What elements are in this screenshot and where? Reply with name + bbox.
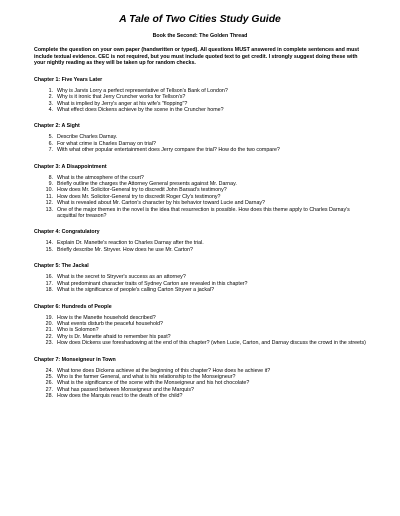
question-list [34, 134, 366, 153]
chapter-heading: Chapter 1: Five Years Later [34, 76, 103, 83]
question-number: 25. [45, 373, 53, 380]
question-number: 16. [45, 274, 53, 281]
question-text: How does Mr. Solicitor-General try to discredit Roger Cly's testimony? [57, 193, 221, 200]
chapter-heading: Chapter 2: A Sight [34, 123, 80, 130]
question-number: 22. [45, 333, 53, 340]
question-list [34, 88, 366, 114]
question-number: 21. [45, 327, 53, 334]
question-text: What is the atmosphere of the court? [57, 174, 144, 181]
question-text: What is the significance of the scene with the Monseigneur and his hot chocolate? [57, 380, 250, 387]
question-number: 17. [45, 280, 53, 287]
chapter-section-2 [34, 123, 366, 153]
question-list [34, 240, 366, 253]
question-number: 4. [48, 107, 53, 113]
question-number: 15. [45, 246, 53, 253]
question-number: 24. [45, 367, 53, 374]
question-list [34, 274, 366, 293]
question-item [34, 107, 366, 113]
chapter-heading: Chapter 5: The Jackal [34, 263, 89, 270]
page-title: A Tale of Two Cities Study Guide [119, 14, 281, 25]
question-item [34, 247, 366, 253]
question-text: For what crime is Charles Darnay on trial? [57, 140, 156, 147]
question-text: What has passed between Monseigneur and the Marquis? [57, 386, 194, 393]
question-number: 8. [48, 174, 53, 181]
question-text: How does Dickens use foreshadowing at the end of this chapter? (when Lucie, Carton, and Darnay discuss the crowd in the streets) [57, 340, 366, 347]
question-list [34, 175, 366, 220]
question-number: 11. [46, 193, 53, 200]
question-number: 14. [45, 240, 53, 247]
question-text: Who is Solomon? [57, 327, 99, 334]
question-text: With what other popular entertainment does Jerry compare the trial? How do the two compare? [57, 147, 280, 154]
chapter-heading: Chapter 6: Hundreds of People [34, 303, 112, 310]
chapter-section-1 [34, 77, 366, 114]
question-number: 23. [45, 340, 53, 347]
question-text: How does Mr. Solicitor-General try to discredit John Barsad's testimony? [57, 187, 227, 194]
page-subtitle: Book the Second: The Golden Thread [152, 33, 248, 39]
question-number: 3. [48, 100, 53, 107]
chapter-heading: Chapter 7: Monseigneur in Town [34, 356, 116, 363]
chapter-section-3 [34, 164, 366, 220]
question-number: 7. [48, 147, 53, 154]
question-number: 26. [45, 380, 53, 387]
question-item [34, 393, 366, 399]
question-text: Why is Dr. Manette afraid to remember his past? [57, 333, 171, 340]
question-text: Why is Jarvis Lorry a perfect representative of Tellson's Bank of London? [57, 87, 228, 94]
question-number: 12. [45, 200, 53, 207]
question-text: Explain Dr. Manette's reaction to Charles Darnay after the trial. [57, 240, 204, 247]
question-item [34, 147, 366, 153]
chapter-section-5 [34, 263, 366, 293]
question-item [34, 340, 366, 346]
question-list [34, 315, 366, 347]
question-text: What is the significance of people's calling Carton Stryver a jackal? [57, 287, 215, 294]
chapter-section-4 [34, 229, 366, 253]
chapter-heading: Chapter 3: A Disappointment [34, 163, 107, 170]
question-number: 2. [48, 94, 53, 101]
question-text: One of the major themes in the novel is the idea that resurrection is possible. How does this theme apply to Charles Darnay's acquittal for treason? [57, 206, 350, 220]
instructions-paragraph: Complete the question on your own paper (handwritten or typed). All questions MUST answered in complete sentences and must include textual evidence. CEC is not required, but you must include quoted text to get credit. I strongly suggest doing these with your nightly reading as they will be taken up for random checks. [34, 47, 360, 67]
question-number: 27. [45, 386, 53, 393]
question-number: 13. [45, 206, 53, 213]
question-text: Briefly outline the charges the Attorney General presents against Mr. Darnay. [57, 181, 237, 188]
chapter-heading: Chapter 4: Congratulatory [34, 229, 100, 236]
question-text: What is implied by Jerry's anger at his wife's "flopping"? [57, 100, 188, 107]
question-text: What events disturb the peaceful household? [57, 320, 164, 327]
question-number: 19. [45, 314, 53, 321]
question-text: Why is it ironic that Jerry Cruncher works for Tellson's? [57, 94, 186, 101]
question-number: 28. [45, 393, 53, 400]
question-number: 10. [45, 187, 53, 194]
chapter-section-7 [34, 357, 366, 400]
question-text: What effect does Dickens achieve by the scene in the Cruncher home? [57, 107, 224, 113]
chapter-section-6 [34, 304, 366, 347]
question-number: 5. [48, 134, 53, 141]
question-item [34, 287, 366, 293]
question-number: 20. [45, 320, 53, 327]
question-text: What tone does Dickens achieve at the beginning of this chapter? How does he achieve it? [57, 367, 271, 374]
question-text: Describe Charles Darnay. [57, 134, 118, 141]
question-text: Briefly describe Mr. Stryver. How does he use Mr. Carton? [57, 246, 194, 253]
question-number: 1. [48, 87, 53, 94]
question-number: 9. [48, 181, 53, 188]
question-item [34, 207, 366, 220]
question-text: How is the Manette household described? [57, 314, 156, 321]
question-number: 18. [45, 287, 53, 294]
question-text: What is the secret to Stryver's success as an attorney? [57, 274, 186, 281]
question-list [34, 368, 366, 400]
question-text: What is revealed about Mr. Carton's character by his behavior toward Lucie and Darnay? [57, 200, 265, 207]
question-text: What predominant character traits of Sydney Carton are revealed in this chapter? [57, 280, 248, 287]
question-text: How does the Marquis react to the death of the child? [57, 393, 183, 400]
question-number: 6. [48, 140, 53, 147]
question-text: Who is the farmer General, and what is his relationship to the Monseigneur? [57, 373, 236, 380]
